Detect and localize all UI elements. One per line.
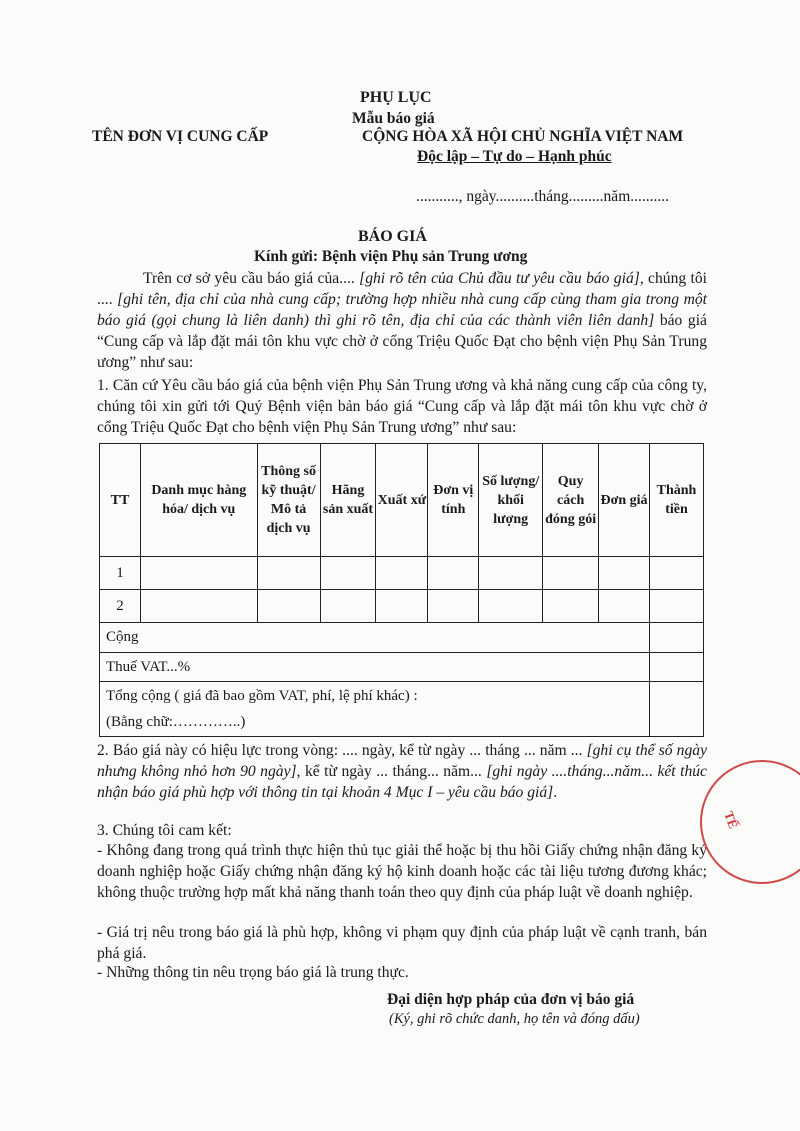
table-row: [100, 557, 704, 590]
document-title: BÁO GIÁ: [358, 228, 427, 245]
total-label: Tổng cộng ( giá đã bao gồm VAT, phí, lệ phí khác) : (Bằng chữ:…………..): [100, 682, 650, 737]
amount-in-words: (Bằng chữ:…………..): [106, 714, 246, 730]
table-row: [100, 590, 704, 623]
signature-note: (Ký, ghi rõ chức danh, họ tên và đóng dấu): [389, 1011, 640, 1027]
header-cell: Đơn giá: [599, 444, 650, 557]
subtotal-row: [100, 623, 704, 653]
commitment-item: - Không đang trong quá trình thực hiện thủ tục giải thể hoặc bị thu hồi Giấy chứng nhận đăng ký doanh nghiệp hoặc Giấy chứng nhận đăng ký hộ kinh doanh hoặc các tài liệu tương đương khác; không thuộc trường hợp mất khả năng thanh toán theo quy định của pháp luật về doanh nghiệp.: [97, 842, 707, 901]
basis-paragraph: 1. Căn cứ Yêu cầu báo giá của bệnh viện Phụ Sản Trung ương và khả năng cung cấp của công ty, chúng tôi xin gửi tới Quý Bệnh viện bản báo giá “Cung cấp và lắp đặt mái tôn khu vực chờ ở cổng Triệu Quốc Đạt cho bệnh viện Phụ Sản Trung ương” như sau:: [97, 377, 707, 436]
signature-title: Đại diện hợp pháp của đơn vị báo giá: [387, 991, 635, 1008]
header-cell: Quy cách đóng gói: [543, 444, 599, 557]
commitments-heading: 3. Chúng tôi cam kết:: [97, 822, 232, 839]
date-line: ..........., ngày..........tháng.........năm..........: [416, 188, 669, 205]
commitment-item: - Những thông tin nêu trọng báo giá là trung thực.: [97, 964, 409, 981]
header-cell: Số lượng/ khối lượng: [479, 444, 543, 557]
header-cell: Đơn vị tính: [428, 444, 479, 557]
quotation-table: [99, 443, 704, 737]
appendix-title: PHỤ LỤC: [360, 89, 432, 106]
header-cell: TT: [100, 444, 141, 557]
row-number: 1: [100, 557, 141, 590]
validity-paragraph: 2. Báo giá này có hiệu lực trong vòng: .... ngày, kể từ ngày ... tháng ... năm ... [ghi cụ thể số ngày nhưng không nhỏ hơn 90 ngày], kể từ ngày ... tháng... năm... [ghi ngày ....tháng...năm... kết thúc nhận báo giá phù hợp với thông tin tại khoản 4 Mục I – yêu cầu báo giá].: [97, 742, 707, 801]
vat-row: [100, 653, 704, 682]
commitment-item: - Giá trị nêu trong báo giá là phù hợp, không vi phạm quy định của pháp luật về cạnh tranh, bán phá giá.: [97, 924, 707, 962]
total-row: [100, 682, 704, 737]
table-header-row: [100, 444, 704, 557]
header-cell: Hãng sản xuất: [320, 444, 376, 557]
row-number: 2: [100, 590, 141, 623]
recipient-line: Kính gửi: Bệnh viện Phụ sản Trung ương: [254, 248, 528, 265]
vat-label: Thuế VAT...%: [100, 653, 650, 682]
header-cell: Xuất xứ: [376, 444, 428, 557]
intro-paragraph: Trên cơ sở yêu cầu báo giá của.... [ghi rõ tên của Chủ đầu tư yêu cầu báo giá], chúng tôi .... [ghi tên, địa chỉ của nhà cung cấp; trường hợp nhiều nhà cung cấp cùng tham gia trong một báo giá (gọi chung là liên danh) thì ghi rõ tên, địa chỉ của các thành viên liên danh] báo giá “Cung cấp và lắp đặt mái tôn khu vực chờ ở cổng Triệu Quốc Đạt cho bệnh viện Phụ Sản Trung ương” như sau:: [97, 270, 707, 371]
national-motto: Độc lập – Tự do – Hạnh phúc: [417, 148, 612, 165]
header-cell: Thông số kỹ thuật/ Mô tả dịch vụ: [257, 444, 320, 557]
header-cell: Danh mục hàng hóa/ dịch vụ: [140, 444, 257, 557]
header-cell: Thành tiền: [649, 444, 703, 557]
form-name: Mẫu báo giá: [352, 110, 435, 127]
red-stamp: TẾ: [700, 760, 800, 884]
country-name: CỘNG HÒA XÃ HỘI CHỦ NGHĨA VIỆT NAM: [362, 128, 684, 145]
supplier-unit: TÊN ĐƠN VỊ CUNG CẤP: [92, 128, 269, 145]
subtotal-label: Cộng: [100, 623, 650, 653]
